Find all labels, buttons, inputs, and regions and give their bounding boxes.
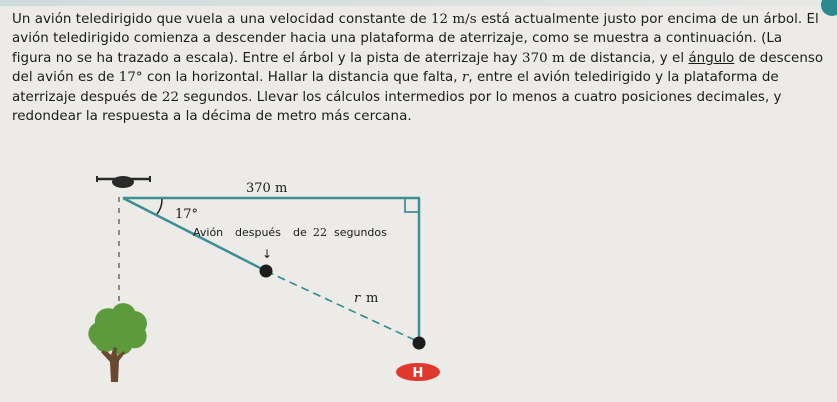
angle-label: 17° bbox=[175, 207, 199, 222]
problem-text-4: de descenso del avión es de bbox=[12, 50, 824, 86]
problem-text-1: Un avión teledirigido que vuela a una velocidad constante de bbox=[12, 12, 431, 27]
caption-word-de: de bbox=[293, 226, 307, 239]
speed-unit: m/s bbox=[448, 12, 477, 27]
caption-word-segundos: segundos bbox=[334, 226, 387, 239]
angle-value: 17° bbox=[118, 70, 143, 86]
time-value: 22 bbox=[161, 89, 180, 105]
right-angle-marker bbox=[405, 198, 419, 212]
distance-value: 370 bbox=[522, 50, 548, 66]
down-arrow-icon: ↓ bbox=[262, 247, 273, 261]
tree-icon bbox=[88, 303, 147, 382]
landing-point bbox=[413, 337, 426, 350]
drone-icon bbox=[97, 176, 150, 188]
problem-text-5: con la horizontal. Hallar la distancia que falta, bbox=[142, 70, 462, 86]
distance-label: 370 m bbox=[246, 181, 288, 196]
problem-text-2: está actualmente justo por encima de un árbol. El avión teledirigido comienza a descender hacia una plataforma de aterrizaje, como se muestra a continuación. (La figura no se ha trazado a escala). Entre el árbol y la pista de aterrizaje hay bbox=[12, 12, 819, 66]
angle-glossary-link[interactable]: ángulo bbox=[688, 50, 735, 66]
remaining-path-dashed bbox=[266, 271, 419, 342]
caption-word-despues: después bbox=[235, 226, 281, 239]
problem-text-3: de distancia, y el bbox=[564, 50, 689, 66]
angle-arc bbox=[157, 199, 162, 214]
caption-number: 22 bbox=[313, 226, 327, 239]
r-variable-label: r bbox=[354, 291, 361, 306]
variable-r: r bbox=[461, 70, 469, 86]
r-unit-label: m bbox=[366, 291, 379, 306]
caption-word-avion: Avión bbox=[193, 226, 224, 239]
distance-unit: m bbox=[547, 50, 565, 66]
problem-text-6: , entre el avión teledirigido y la plataforma de aterrizaje después de bbox=[12, 70, 779, 105]
helipad-icon bbox=[396, 363, 440, 381]
speed-value: 12 bbox=[430, 12, 449, 27]
helipad-letter: H bbox=[412, 366, 424, 381]
plane-after-22s-point bbox=[260, 265, 273, 278]
problem-text-7: segundos. Llevar los cálculos intermedios por lo menos a cuatro posiciones decimales, y redondear la respuesta a la décima de metro más cercana. bbox=[12, 89, 782, 125]
